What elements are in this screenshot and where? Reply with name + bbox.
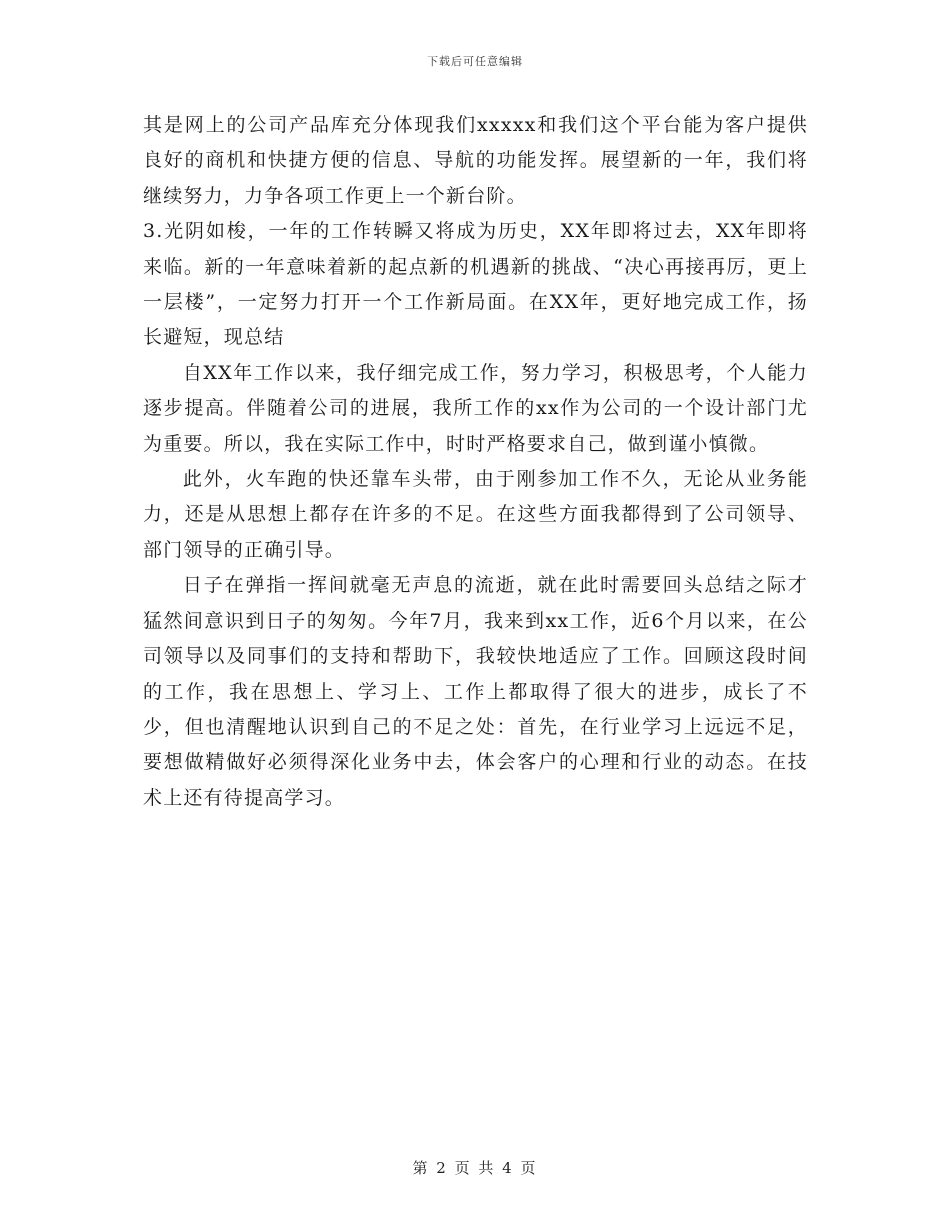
paragraph-work-summary: 自XX年工作以来，我仔细完成工作，努力学习，积极思考，个人能力逐步提高。伴随着公司的进展，我所工作的xx作为公司的一个设计部门尤为重要。所以，我在实际工作中，时时严格要求自己，做到谨小慎微。 (143, 361, 808, 455)
page-header: 下载后可任意编辑 (427, 55, 523, 68)
page-number-footer: 第 2 页 共 4 页 (412, 1159, 538, 1177)
paragraph-continuation: 其是网上的公司产品库充分体现我们xxxxx和我们这个平台能为客户提供良好的商机和快捷方便的信息、导航的功能发挥。展望新的一年，我们将继续努力，力争各项工作更上一个新台阶。 (143, 114, 808, 207)
document-body (143, 108, 808, 816)
paragraph-guidance: 此外，火车跑的快还靠车头带，由于刚参加工作不久，无论从业务能力，还是从思想上都存在许多的不足。在这些方面我都得到了公司领导、部门领导的正确引导。 (143, 468, 808, 561)
paragraph-reflection: 日子在弹指一挥间就毫无声息的流逝，就在此时需要回头总结之际才猛然间意识到日子的匆匆。今年7月，我来到xx工作，近6个月以来，在公司领导以及同事们的支持和帮助下，我较快地适应了工作。回顾这段时间的工作，我在思想上、学习上、工作上都取得了很大的进步，成长了不少，但也清醒地认识到自己的不足之处：首先，在行业学习上远远不足，要想做精做好必须得深化业务中去，体会客户的心理和行业的动态。在技术上还有待提高学习。 (143, 574, 808, 809)
paragraph-numbered-3: 3.光阴如梭，一年的工作转瞬又将成为历史，XX年即将过去，XX年即将来临。新的一年意味着新的起点新的机遇新的挑战、“决心再接再厉，更上一层楼”，一定努力打开一个工作新局面。在XX年，更好地完成工作，扬长避短，现总结 (143, 220, 808, 349)
